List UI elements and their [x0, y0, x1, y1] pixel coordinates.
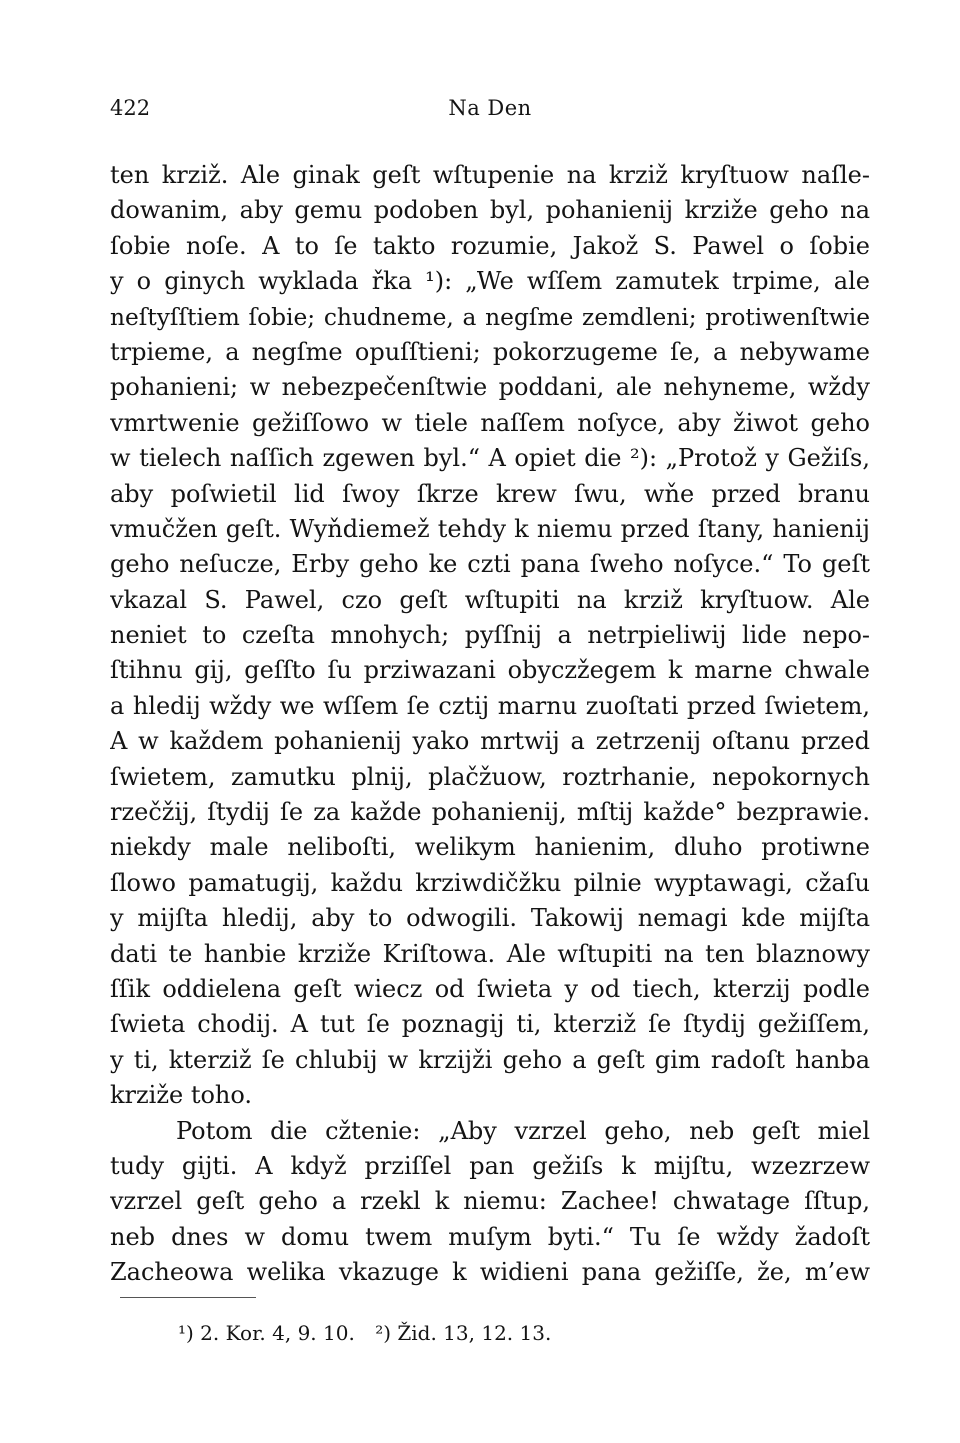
text-line: Zacheowa welika vkazuge k widieni pana gežiſſe, že, m’ew	[110, 1258, 870, 1287]
text-line: A w každem pohanienij yako mrtwij a zetrzenij oſtanu przed	[110, 727, 870, 756]
text-line: vmrtwenie gežiſſowo w tiele naſſem noſyce, aby žiwot geho	[110, 408, 870, 437]
running-head: Na Den	[448, 96, 532, 120]
text-line: niekdy male neliboſti, welikym hanienim, dluho protiwne	[110, 833, 870, 862]
text-line: ſwietem, zamutku plnij, plačžuow, roztrhanie, nepokornych	[110, 762, 870, 791]
text-line: neb dnes w domu twem muſym byti.“ Tu ſe wždy žadoſt	[110, 1222, 870, 1251]
text-line: ſſik oddielena geſt wiecz od ſwieta y od tiech, kterzij podle	[110, 974, 870, 1003]
text-line: y ti, kterziž ſe chlubij w krzijži geho a geſt gim radoſt hanba	[110, 1045, 870, 1074]
text-line: pohanieni; w nebezpečenſtwie poddani, ale nehyneme, wždy	[110, 373, 870, 402]
footnote-divider	[120, 1297, 256, 1298]
text-line: ſlowo pamatugij, každu krziwdičžku pilnie wyptawagi, cžaſu	[110, 868, 870, 897]
text-line: neſtyſſtiem ſobie; chudneme, a negſme zemdleni; protiwenſtwie	[110, 303, 870, 331]
text-line: vmučžen geſt. Wyňdiemež tehdy k niemu przed ſtany, hanienij	[110, 514, 870, 543]
text-line: ſobie noſe. A to ſe takto rozumie, Jakož S. Pawel o ſobie	[110, 231, 870, 260]
text-line: w tielech naſſich zgewen byl.“ A opiet die ²): „Protož y Gežiſs,	[110, 444, 870, 473]
text-line: a hledij wždy we wſſem ſe cztij marnu zuoſtati przed ſwietem,	[110, 691, 870, 720]
text-line: dowanim, aby gemu podoben byl, pohanienij krziže geho na	[110, 196, 870, 225]
footnote-1: ¹) 2. Kor. 4, 9. 10.	[178, 1321, 355, 1345]
text-line: vkazal S. Pawel, czo geſt wſtupiti na krziž kryſtuow. Ale	[110, 585, 870, 614]
body-text	[110, 158, 870, 1291]
text-line: rzečžij, ſtydij ſe za každe pohanienij, mſtij každe° bezprawie.	[110, 798, 870, 827]
page-number: 422	[110, 96, 151, 120]
text-line: trpieme, a negſme opuſſtieni; pokorzugeme ſe, a nebywame	[110, 337, 870, 366]
text-line: y mijſta hledij, aby to odwogili. Takowij nemagi kde mijſta	[110, 904, 870, 933]
text-line: krziže toho.	[110, 1081, 253, 1110]
text-line: Potom die cžtenie: „Aby vzrzel geho, neb geſt miel	[176, 1116, 870, 1145]
text-line: y o ginych wyklada řka ¹): „We wſſem zamutek trpime, ale	[110, 267, 870, 296]
text-line: tudy gijti. A když prziſſel pan gežiſs k mijſtu, wzezrzew	[110, 1151, 870, 1180]
text-line: dati te hanbie krziže Kriſtowa. Ale wſtupiti na ten blaznowy	[110, 939, 870, 968]
footnotes	[178, 1318, 565, 1348]
text-line: vzrzel geſt geho a rzekl k niemu: Zachee! chwatage ſſtup,	[110, 1187, 870, 1216]
text-line: aby poſwietil lid ſwoy ſkrze krew ſwu, wňe przed branu	[110, 479, 870, 508]
text-line: geho neſucze, Erby geho ke czti pana ſweho noſyce.“ To geſt	[110, 550, 870, 579]
text-line: ſtihnu gij, geſſto ſu prziwazani obyczžegem k marne chwale	[110, 656, 870, 685]
page-header	[110, 92, 870, 124]
footnote-2: ²) Žid. 13, 12. 13.	[375, 1321, 552, 1345]
text-line: ſwieta chodij. A tut ſe poznagij ti, kterziž ſe ſtydij gežiſſem,	[110, 1010, 870, 1039]
text-line: ten krziž. Ale ginak geſt wſtupenie na krziž kryſtuow naſle-	[110, 161, 870, 189]
text-line: neniet to czeſta mnohych; pyſſnij a netrpieliwij lide nepo-	[110, 621, 870, 650]
